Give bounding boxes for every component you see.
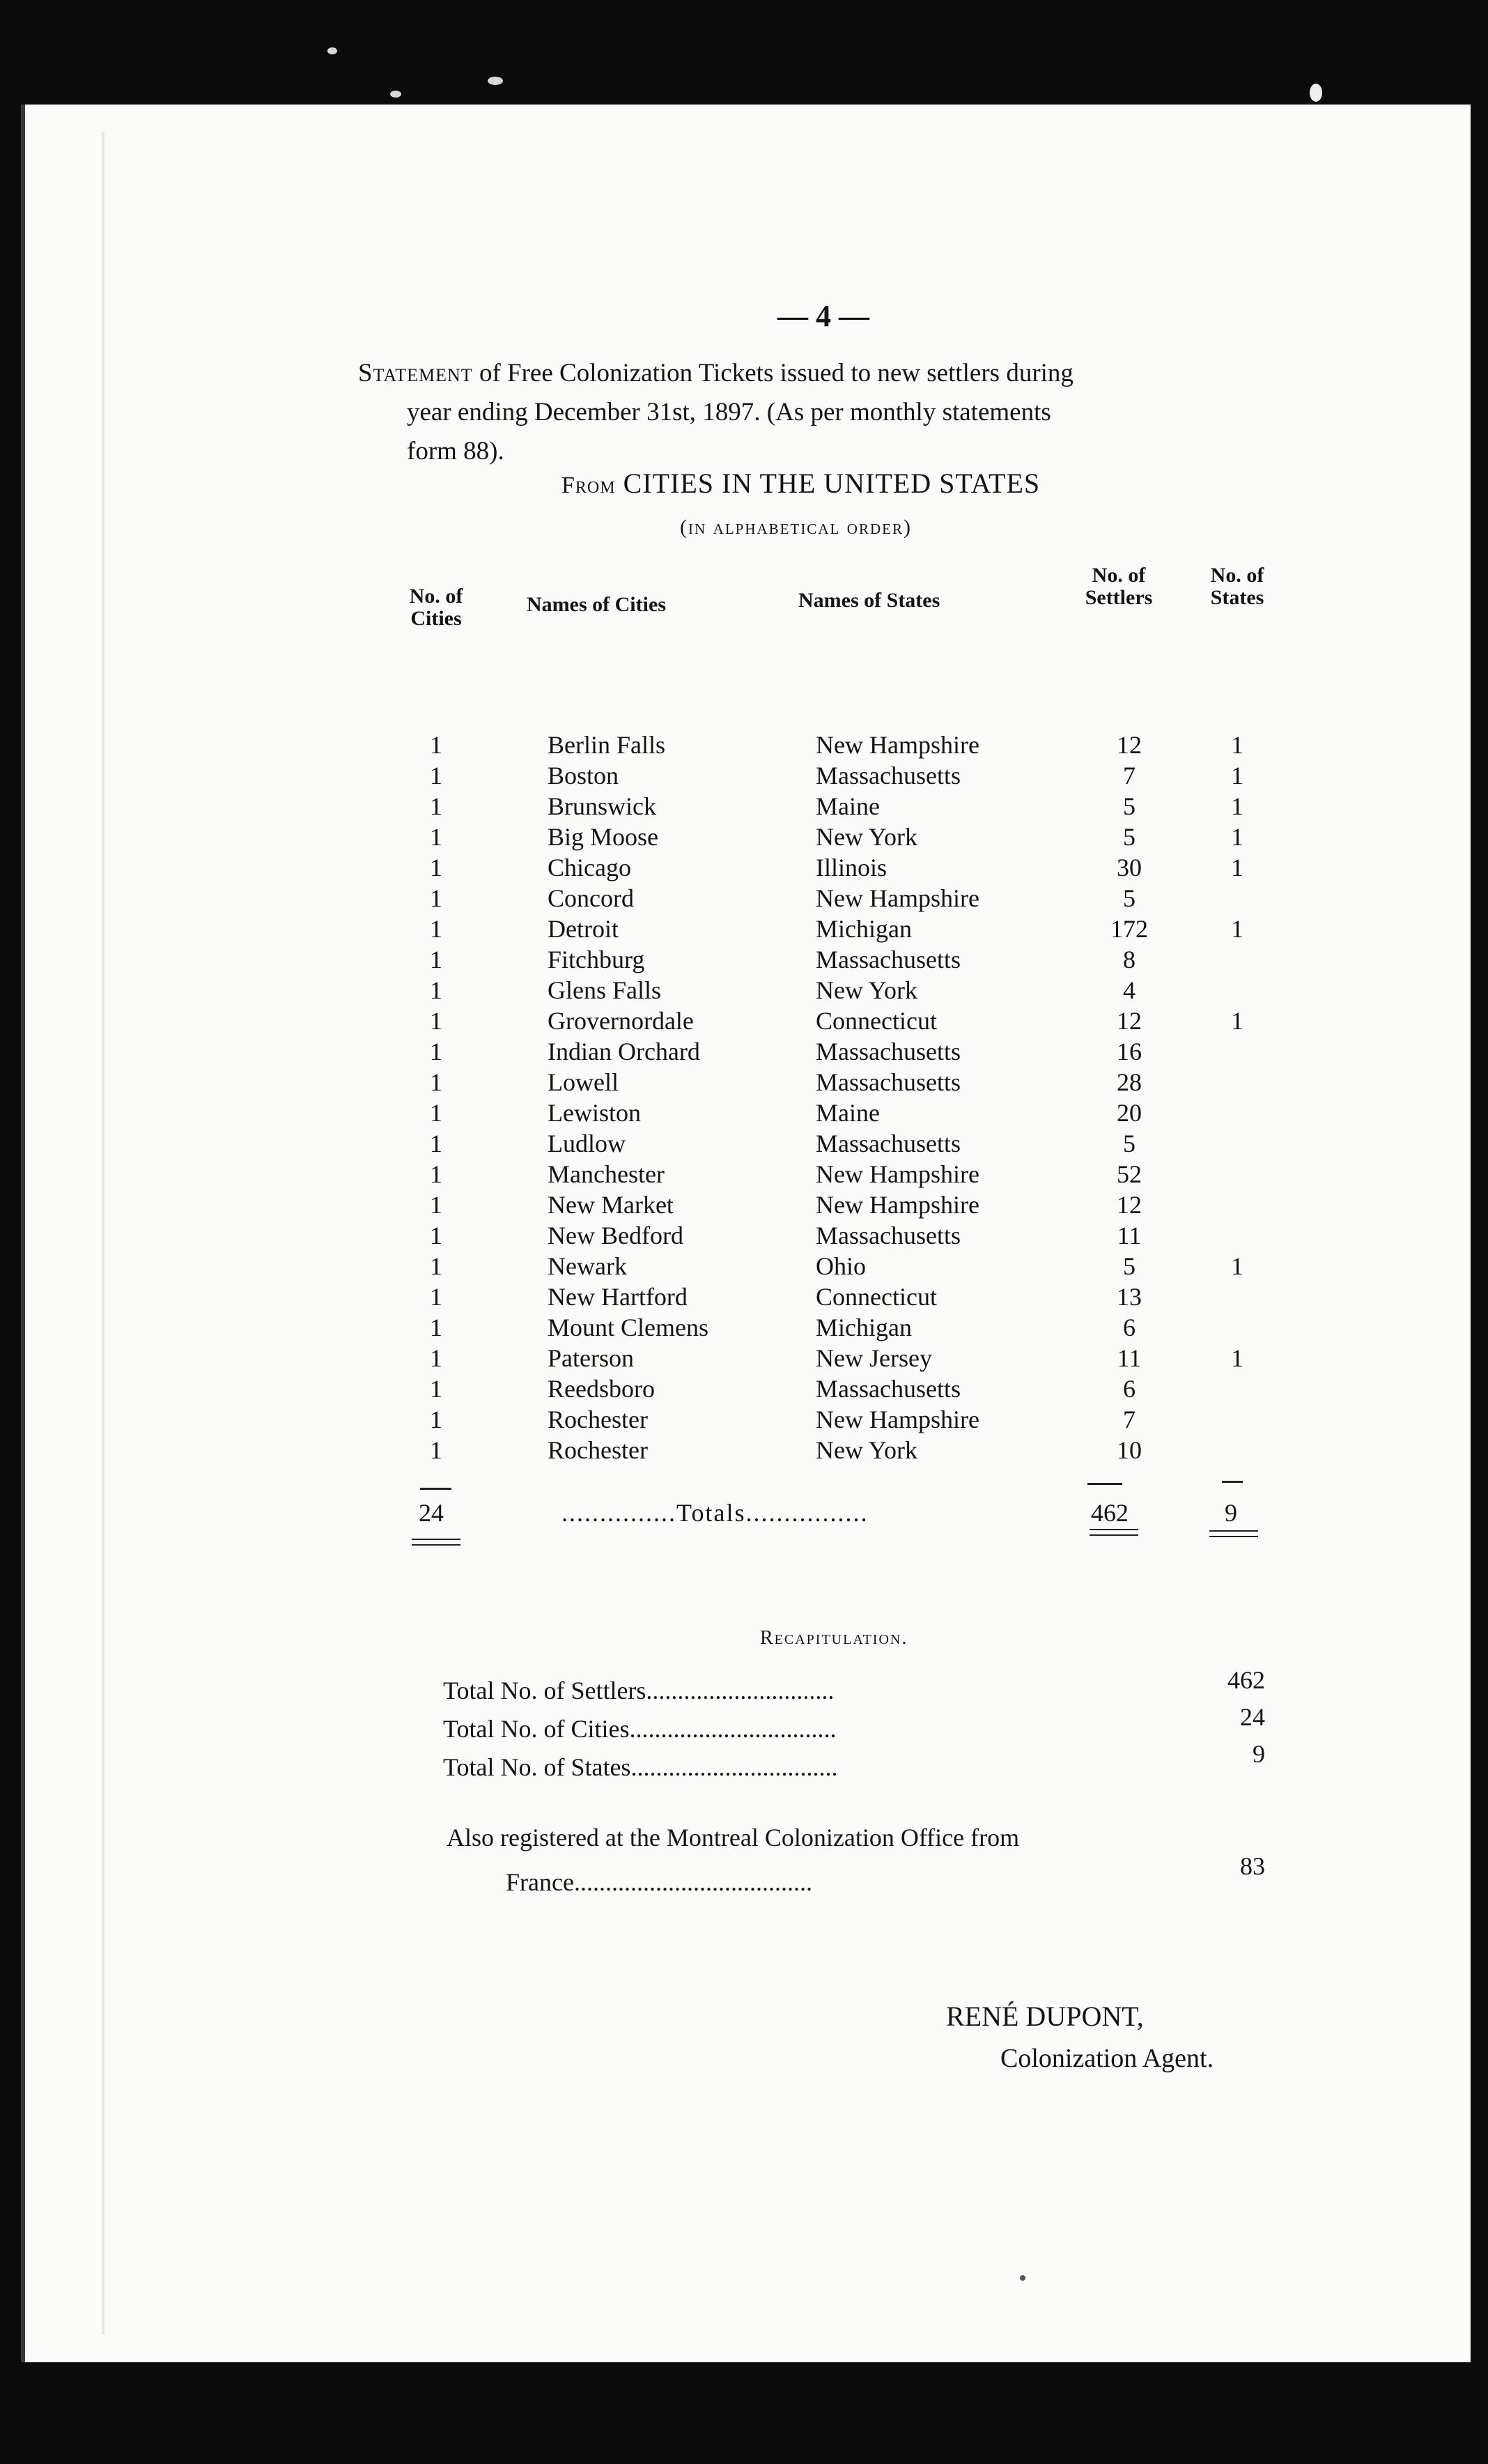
cell-city-name: Mount Clemens (548, 1314, 708, 1341)
table-row (25, 1343, 1471, 1374)
table-row (25, 1160, 1471, 1190)
states-total-rule (1222, 1481, 1243, 1483)
statement-text-2: year ending December 31st, 1897. (As per monthly statements (407, 398, 1051, 426)
cell-state-name: Maine (816, 792, 880, 820)
recap-cities-value: 24 (1240, 1703, 1265, 1731)
cell-city-count: 1 (430, 1314, 442, 1341)
cell-settlers: 7 (1123, 762, 1136, 790)
cell-state-name: Massachusetts (816, 1222, 961, 1249)
cell-state-name: Ohio (816, 1252, 866, 1280)
cell-city-count: 1 (430, 1068, 442, 1096)
col-header-states-count: No. of States (1210, 564, 1264, 609)
scan-speck (327, 47, 337, 54)
cell-state-name: New York (816, 823, 918, 851)
table-row (25, 792, 1471, 822)
cell-state-name: New Hampshire (816, 731, 979, 759)
cell-settlers: 28 (1117, 1068, 1142, 1096)
cell-city-name: Brunswick (548, 792, 656, 820)
section-heading (561, 467, 1040, 500)
cell-city-count: 1 (430, 823, 442, 851)
cell-city-name: Lowell (548, 1068, 619, 1096)
cell-settlers: 13 (1117, 1283, 1142, 1311)
statement-text-3: form 88). (407, 437, 504, 465)
cell-city-name: Reedsboro (548, 1375, 655, 1403)
statement-lead: Statement (358, 359, 473, 387)
cell-city-count: 1 (430, 792, 442, 820)
cell-city-count: 1 (430, 1130, 442, 1157)
table-row (25, 730, 1471, 761)
also-registered-line-2: France...................................... (506, 1868, 812, 1896)
table-row (25, 1037, 1471, 1068)
cell-state-name: New York (816, 976, 918, 1004)
cell-city-count: 1 (430, 1191, 442, 1219)
settlers-double-rule-2 (1090, 1534, 1138, 1536)
total-cities: 24 (419, 1499, 444, 1527)
cell-city-name: Rochester (548, 1436, 648, 1464)
cell-state-name: Massachusetts (816, 1130, 961, 1157)
table-row (25, 945, 1471, 976)
cell-settlers: 5 (1123, 1252, 1136, 1280)
cell-city-name: New Market (548, 1191, 674, 1219)
cell-city-name: Detroit (548, 915, 619, 943)
cell-state-name: New York (816, 1436, 918, 1464)
cell-settlers: 30 (1117, 854, 1142, 881)
cell-city-count: 1 (430, 1406, 442, 1433)
cell-state-name: Connecticut (816, 1283, 937, 1311)
cell-city-count: 1 (430, 976, 442, 1004)
cell-city-count: 1 (430, 1375, 442, 1403)
cell-settlers: 5 (1123, 792, 1136, 820)
cell-settlers: 20 (1117, 1099, 1142, 1127)
cell-settlers: 6 (1123, 1375, 1136, 1403)
table-row (25, 1068, 1471, 1098)
cell-state-name: Connecticut (816, 1007, 937, 1035)
cell-state-name: Massachusetts (816, 762, 961, 790)
cell-states-count: 1 (1231, 915, 1243, 943)
settlers-total-rule (1087, 1483, 1122, 1485)
total-settlers: 462 (1091, 1499, 1129, 1527)
cell-city-count: 1 (430, 731, 442, 759)
cell-state-name: Massachusetts (816, 1375, 961, 1403)
col-header-state-names: Names of States (798, 589, 940, 612)
totals-label: ...............Totals................ (561, 1499, 869, 1527)
table-row (25, 1252, 1471, 1282)
cell-states-count: 1 (1231, 1007, 1243, 1035)
cell-settlers: 172 (1110, 915, 1148, 943)
cell-city-name: Big Moose (548, 823, 659, 851)
cell-city-name: Rochester (548, 1406, 648, 1433)
cell-city-count: 1 (430, 1344, 442, 1372)
states-double-rule-1 (1209, 1530, 1258, 1532)
statement-paragraph (358, 354, 1312, 471)
table-row (25, 1098, 1471, 1129)
recap-states-value: 9 (1253, 1740, 1265, 1768)
cell-state-name: Massachusetts (816, 1068, 961, 1096)
cell-settlers: 12 (1117, 1191, 1142, 1219)
table-row (25, 853, 1471, 884)
cell-city-count: 1 (430, 1160, 442, 1188)
table-row (25, 976, 1471, 1006)
cell-settlers: 12 (1117, 1007, 1142, 1035)
cell-settlers: 11 (1117, 1222, 1142, 1249)
table-row (25, 761, 1471, 792)
col-header-city-names: Names of Cities (527, 593, 666, 616)
cell-city-name: Paterson (548, 1344, 634, 1372)
cell-state-name: New Hampshire (816, 1406, 979, 1433)
cell-state-name: Massachusetts (816, 1038, 961, 1065)
states-double-rule-2 (1209, 1536, 1258, 1537)
cell-states-count: 1 (1231, 1252, 1243, 1280)
cities-total-rule (420, 1488, 451, 1490)
page-number: — 4 — (777, 299, 869, 333)
table-row (25, 1405, 1471, 1435)
cell-state-name: New Hampshire (816, 1191, 979, 1219)
cell-settlers: 5 (1123, 1130, 1136, 1157)
also-registered-line-1: Also registered at the Montreal Colonization Office from (447, 1824, 1020, 1851)
cell-settlers: 7 (1123, 1406, 1136, 1433)
recap-settlers-label: Total No. of Settlers.............................. (443, 1677, 835, 1704)
col-header-cities-count: No. of Cities (409, 585, 463, 630)
cell-city-name: Lewiston (548, 1099, 641, 1127)
cell-state-name: Massachusetts (816, 946, 961, 973)
section-subheading: (in alphabetical order) (680, 516, 912, 539)
table-row (25, 1129, 1471, 1160)
cell-city-count: 1 (430, 1007, 442, 1035)
cell-city-count: 1 (430, 1038, 442, 1065)
cell-state-name: Michigan (816, 1314, 912, 1341)
cell-city-count: 1 (430, 884, 442, 912)
cell-city-name: Fitchburg (548, 946, 645, 973)
cell-settlers: 10 (1117, 1436, 1142, 1464)
cell-settlers: 8 (1123, 946, 1136, 973)
cell-city-name: Grovernordale (548, 1007, 694, 1035)
cell-state-name: New Hampshire (816, 884, 979, 912)
recapitulation-title: Recapitulation. (760, 1627, 908, 1649)
recap-settlers-value: 462 (1227, 1666, 1265, 1694)
cities-double-rule-1 (412, 1539, 460, 1540)
scan-speck (390, 91, 401, 98)
cell-city-name: Manchester (548, 1160, 665, 1188)
cell-city-count: 1 (430, 854, 442, 881)
cell-state-name: Maine (816, 1099, 880, 1127)
table-row (25, 1374, 1471, 1405)
scan-speck (1310, 84, 1322, 102)
cell-settlers: 6 (1123, 1314, 1136, 1341)
cell-city-name: Ludlow (548, 1130, 626, 1157)
cell-city-name: New Bedford (548, 1222, 683, 1249)
table-row (25, 1282, 1471, 1313)
cell-city-count: 1 (430, 946, 442, 973)
statement-text-1: of Free Colonization Tickets issued to new settlers during (472, 359, 1074, 387)
cell-states-count: 1 (1231, 792, 1243, 820)
table-row (25, 1006, 1471, 1037)
cell-state-name: Illinois (816, 854, 888, 881)
cell-states-count: 1 (1231, 731, 1243, 759)
signature-name: RENÉ DUPONT, (946, 2001, 1144, 2032)
recap-states-label: Total No. of States................................. (443, 1753, 838, 1781)
cell-states-count: 1 (1231, 762, 1243, 790)
total-states: 9 (1225, 1499, 1237, 1527)
table-row (25, 1435, 1471, 1466)
heading-rest: CITIES IN THE UNITED STATES (615, 468, 1041, 499)
cell-settlers: 5 (1123, 884, 1136, 912)
table-row (25, 884, 1471, 914)
cell-city-name: Glens Falls (548, 976, 662, 1004)
scan-speck (488, 77, 503, 85)
cell-city-count: 1 (430, 762, 442, 790)
cell-states-count: 1 (1231, 823, 1243, 851)
document-page (21, 105, 1471, 2362)
cell-city-name: Chicago (548, 854, 631, 881)
cell-city-name: Newark (548, 1252, 627, 1280)
col-header-settlers: No. of Settlers (1085, 564, 1153, 609)
cell-settlers: 12 (1117, 731, 1142, 759)
settlers-double-rule-1 (1090, 1529, 1138, 1530)
table-row (25, 914, 1471, 945)
cell-city-name: Berlin Falls (548, 731, 665, 759)
cell-settlers: 4 (1123, 976, 1136, 1004)
cell-settlers: 11 (1117, 1344, 1142, 1372)
cell-city-count: 1 (430, 1283, 442, 1311)
cell-city-name: Boston (548, 762, 619, 790)
cell-states-count: 1 (1231, 854, 1243, 881)
cell-state-name: New Hampshire (816, 1160, 979, 1188)
cell-settlers: 5 (1123, 823, 1136, 851)
cell-city-name: Indian Orchard (548, 1038, 700, 1065)
cell-city-count: 1 (430, 1436, 442, 1464)
cell-city-name: Concord (548, 884, 634, 912)
table-row (25, 1221, 1471, 1252)
heading-from: From (561, 472, 616, 498)
recap-cities-label: Total No. of Cities................................. (443, 1715, 837, 1743)
cities-double-rule-2 (412, 1544, 460, 1546)
cell-city-count: 1 (430, 1099, 442, 1127)
also-registered-value: 83 (1240, 1852, 1265, 1880)
cell-city-name: New Hartford (548, 1283, 688, 1311)
cell-city-count: 1 (430, 915, 442, 943)
cell-state-name: New Jersey (816, 1344, 932, 1372)
table-row (25, 1313, 1471, 1343)
cell-settlers: 16 (1117, 1038, 1142, 1065)
cell-settlers: 52 (1117, 1160, 1142, 1188)
cell-state-name: Michigan (816, 915, 912, 943)
cell-city-count: 1 (430, 1222, 442, 1249)
signature-title: Colonization Agent. (1000, 2044, 1214, 2073)
table-row (25, 822, 1471, 853)
cell-city-count: 1 (430, 1252, 442, 1280)
ink-speck (1020, 2275, 1025, 2281)
table-row (25, 1190, 1471, 1221)
cell-states-count: 1 (1231, 1344, 1243, 1372)
